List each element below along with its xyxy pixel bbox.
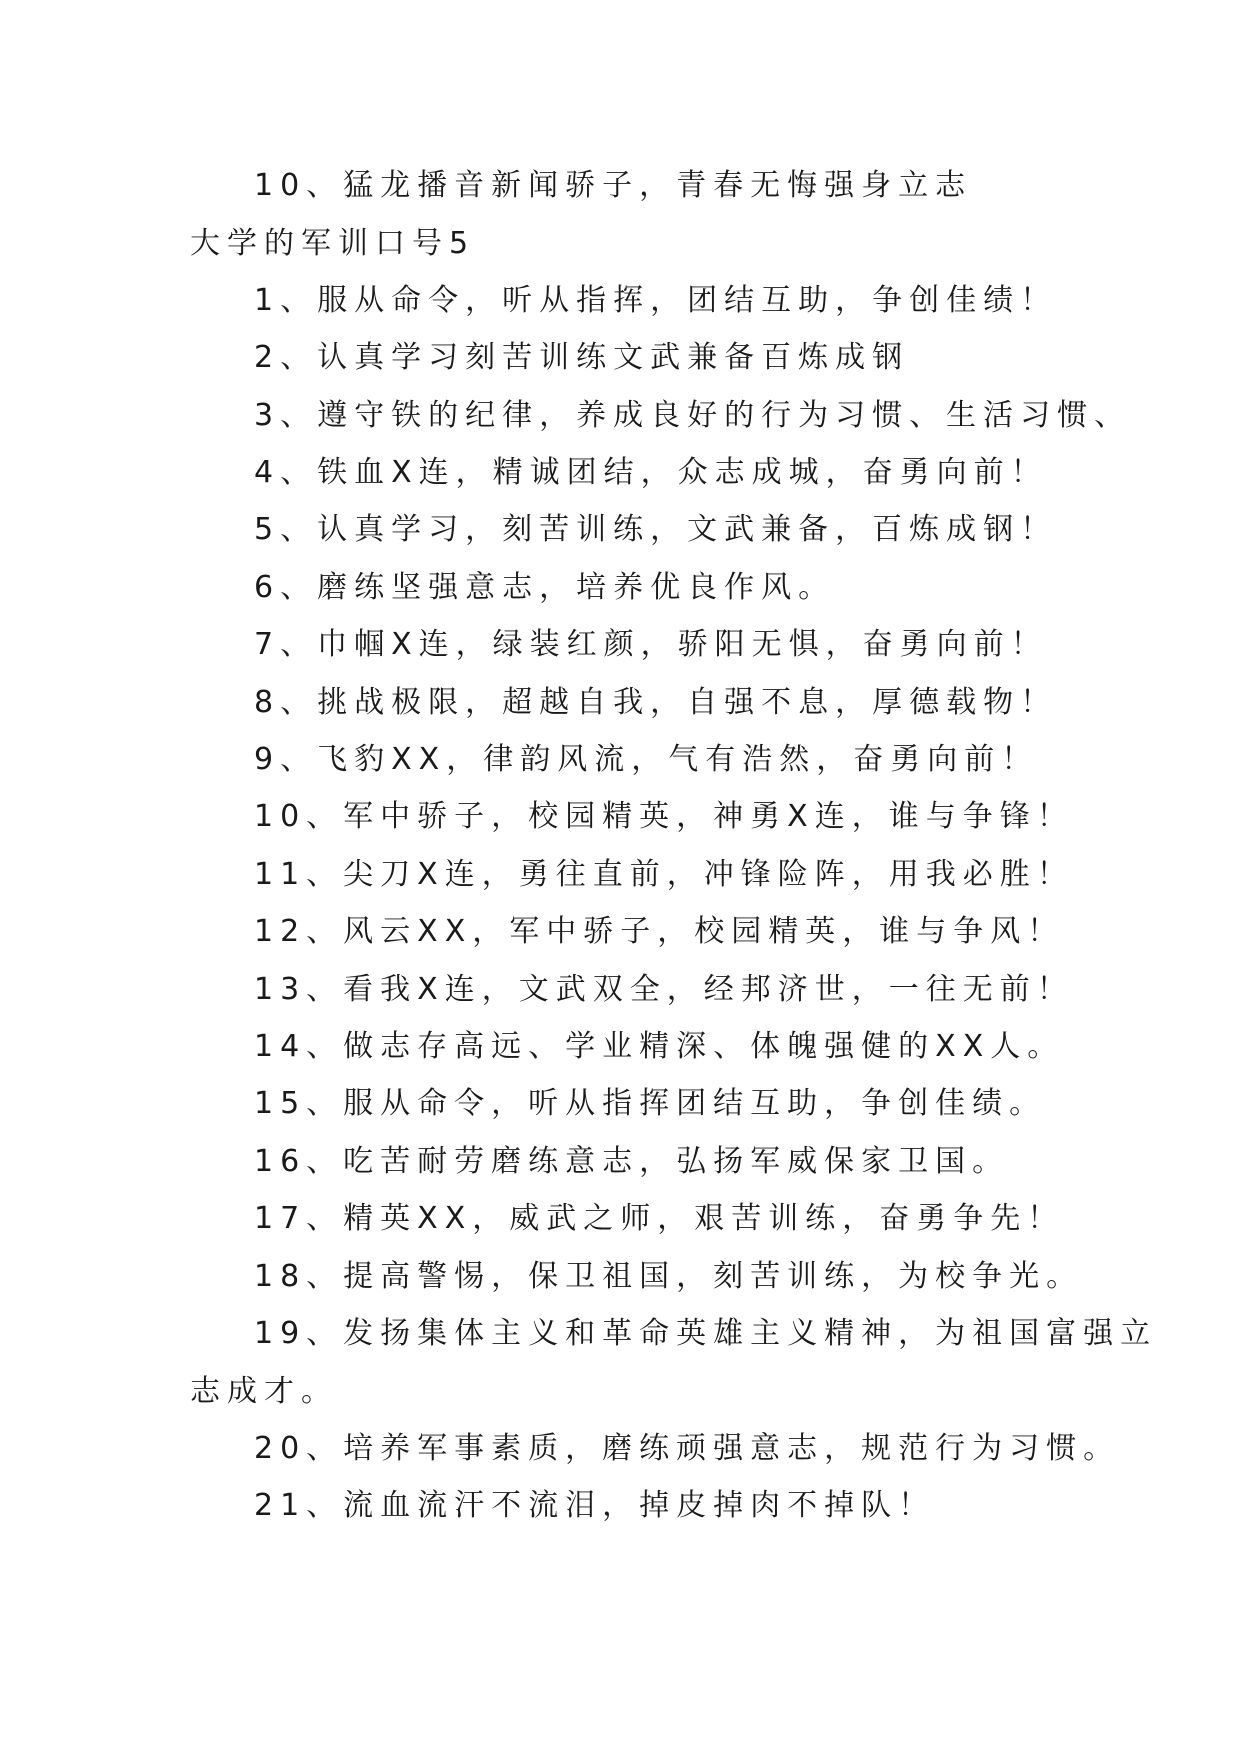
- slogan-line: 10、军中骄子，校园精英，神勇X连，谁与争锋！: [254, 799, 1074, 834]
- section-heading: 大学的军训口号5: [190, 226, 476, 261]
- slogan-line: 8、挑战极限，超越自我，自强不息，厚德载物！: [254, 685, 1058, 720]
- slogan-line: 20、培养军事素质，磨练顽强意志，规范行为习惯。: [254, 1431, 1121, 1466]
- slogan-line: 6、磨练坚强意志，培养优良作风。: [254, 570, 836, 605]
- slogan-line: 16、吃苦耐劳磨练意志，弘扬军威保家卫国。: [254, 1144, 1010, 1179]
- slogan-line: 13、看我X连，文武双全，经邦济世，一往无前！: [254, 972, 1074, 1007]
- slogan-line: 19、发扬集体主义和革命英雄主义精神，为祖国富强立: [254, 1316, 1158, 1351]
- slogan-line: 1、服从命令，听从指挥，团结互助，争创佳绩！: [254, 283, 1058, 318]
- slogan-line: 5、认真学习，刻苦训练，文武兼备，百炼成钢！: [254, 512, 1058, 547]
- slogan-line: 4、铁血X连，精诚团结，众志成城，奋勇向前！: [254, 455, 1048, 490]
- slogan-line: 12、风云XX，军中骄子，校园精英，谁与争风！: [254, 914, 1065, 949]
- slogan-line: 11、尖刀X连，勇往直前，冲锋险阵，用我必胜！: [254, 857, 1074, 892]
- slogan-line: 14、做志存高远、学业精深、体魄强健的XX人。: [254, 1029, 1065, 1064]
- slogan-line: 17、精英XX，威武之师，艰苦训练，奋勇争先！: [254, 1201, 1065, 1236]
- slogan-line: 2、认真学习刻苦训练文武兼备百炼成钢: [254, 340, 910, 375]
- slogan-line: 9、飞豹XX，律韵风流，气有浩然，奋勇向前！: [254, 742, 1039, 777]
- slogan-line: 10、猛龙播音新闻骄子，青春无悔强身立志: [254, 168, 973, 203]
- slogan-line: 3、遵守铁的纪律，养成良好的行为习惯、生活习惯、: [254, 398, 1132, 433]
- slogan-line-continuation: 志成才。: [190, 1374, 338, 1409]
- slogan-line: 7、巾帼X连，绿装红颜，骄阳无惧，奋勇向前！: [254, 627, 1048, 662]
- slogan-line: 15、服从命令，听从指挥团结互助，争创佳绩。: [254, 1086, 1047, 1121]
- slogan-line: 21、流血流汗不流泪，掉皮掉肉不掉队！: [254, 1488, 936, 1523]
- slogan-line: 18、提高警惕，保卫祖国，刻苦训练，为校争光。: [254, 1259, 1084, 1294]
